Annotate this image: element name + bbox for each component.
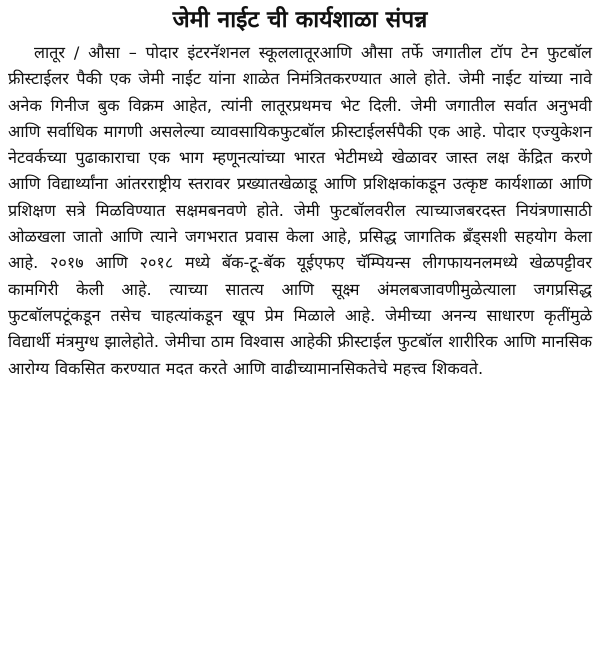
article-body: लातूर / औसा – पोदार इंटरनॅशनल स्कूललातूरआणि औसा तर्फे जगातील टॉप टेन फुटबॉल फ्रीस्टाईलर पैकी एक जेमी नाईट यांना शाळेत निमंत्रितकरण्यात आले होते. जेमी नाईट यांच्या नावे अनेक गिनीज बुक विक्रम आहेत, त्यांनी लातूरप्रथमच भेट दिली. जेमी जगातील सर्वात अनुभवी आणि सर्वाधिक मागणी असलेल्या व्यावसायिकफुटबॉल फ्रीस्टाईलर्सपैकी एक आहे. पोदार एज्युकेशन नेटवर्कच्या पुढाकाराचा एक भाग म्हणूनत्यांच्या भारत भेटीमध्ये खेळावर जास्त लक्ष केंद्रित करणे आणि विद्यार्थ्यांना आंतरराष्ट्रीय स्तरावर प्रख्यातखेळाडू आणि प्रशिक्षकांकडून उत्कृष्ट कार्यशाळा आणि प्रशिक्षण सत्रे मिळविण्यात सक्षमबनवणे होते. जेमी फुटबॉलवरील त्याच्याजबरदस्त नियंत्रणासाठी ओळखला जातो आणि त्याने जगभरात प्रवास केला आहे, प्रसिद्ध जागतिक ब्रॅंड्सशी सहयोग केला आहे. २०१७ आणि २०१८ मध्ये बॅक-टू-बॅक यूईएफए चॅम्पियन्स लीगफायनलमध्ये खेळपट्टीवर कामगिरी केली आहे. त्याच्या सातत्य आणि सूक्ष्म अंमलबजावणीमुळेत्याला जगप्रसिद्ध फुटबॉलपटूंकडून तसेच चाहत्यांकडून खूप प्रेम मिळाले आहे. जेमीच्या अनन्य साधारण कृतींमुळे विद्यार्थी मंत्रमुग्ध झालेहोते. जेमीचा ठाम विश्वास आहेकी फ्रीस्टाईल फुटबॉल शारीरिक आणि मानसिक आरोग्य विकसित करण्यात मदत करते आणि वाढीच्यामानसिकतेचे महत्त्व शिकवते. (8, 43, 592, 378)
article-headline: जेमी नाईट ची कार्यशाळा संपन्न (172, 7, 428, 33)
